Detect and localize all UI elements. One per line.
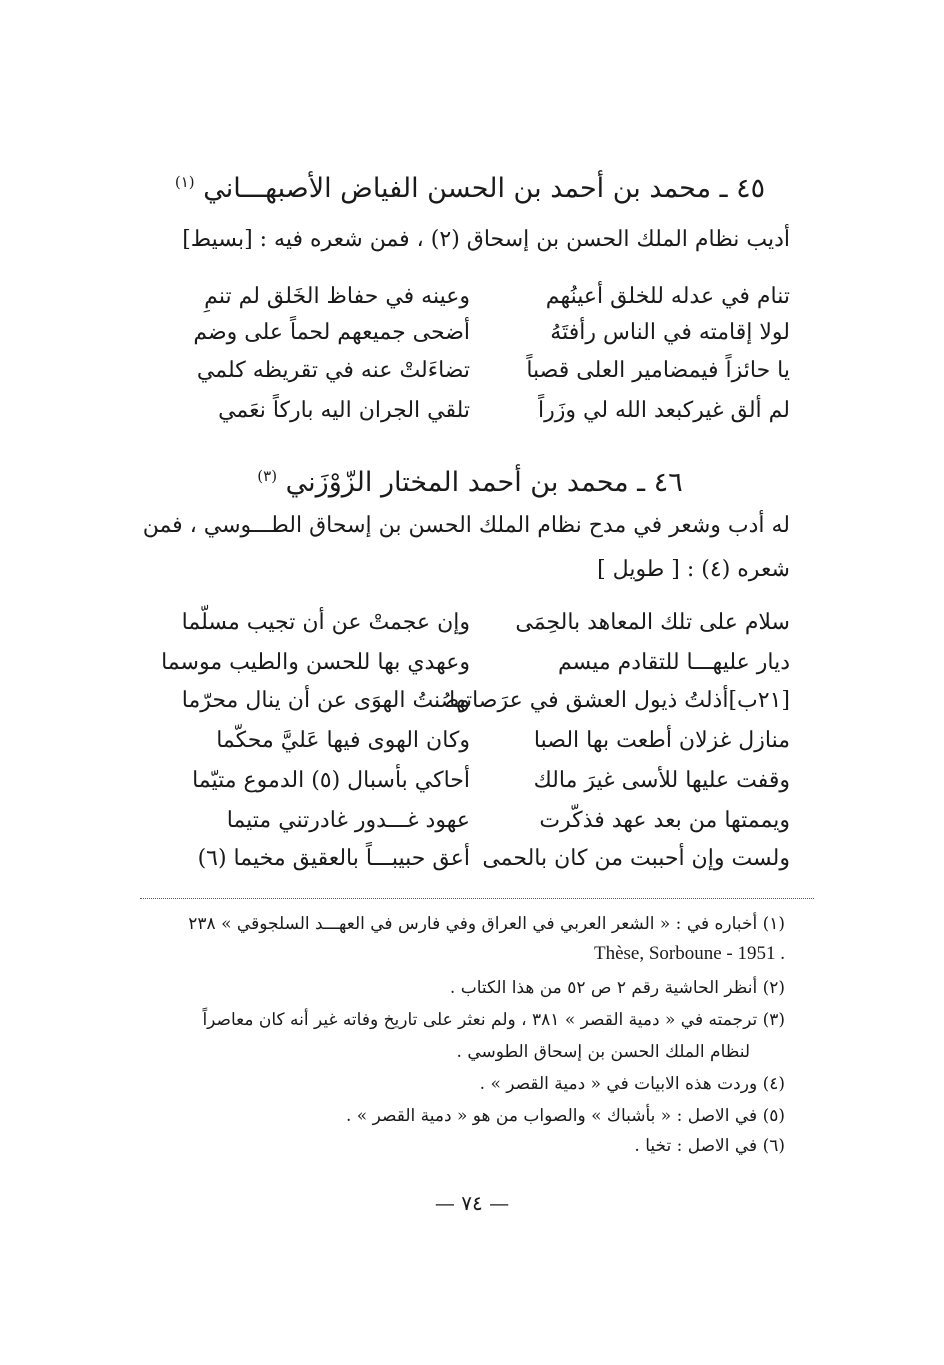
footnote-1: (١) أخباره في : « الشعر العربي في العراق وفي فارس في العهـــد السلجوقي » ٢٣٨ — [188, 914, 785, 934]
footnote-1-latin: Thèse, Sorboune - 1951 . — [593, 943, 785, 964]
entry-45-heading-text: ٤٥ ـ محمد بن أحمد بن الحسن الفياض الأصبهـــاني — [203, 173, 766, 204]
verse-first-hemistich: [٢١ب]أذلتُ ذيول العشق في عرَصاتها — [449, 688, 790, 713]
entry-46-verse-1 — [140, 604, 790, 642]
entry-46-heading-text: ٤٦ ـ محمد بن أحمد المختار الزّوْزَني — [285, 467, 683, 498]
verse-second-hemistich: وعهدي بها للحسن والطيب موسما — [161, 650, 470, 675]
verse-second-hemistich: تلقي الجران اليه باركاً نعَمي — [218, 398, 470, 423]
verse-first-hemistich: ديار عليهـــا للتقادم ميسم — [557, 650, 790, 675]
verse-first-hemistich: لم ألق غيركبعد الله لي وزَراً — [538, 398, 790, 423]
entry-45-verse-4 — [140, 392, 790, 430]
entry-45-verse-1 — [140, 278, 790, 316]
footnote-2: (٢) أنظر الحاشية رقم ٢ ص ٥٢ من هذا الكتاب . — [449, 978, 785, 998]
entry-46-verse-4 — [140, 722, 790, 760]
footnote-6: (٦) في الاصل : تخيا . — [634, 1136, 785, 1156]
verse-first-hemistich: منازل غزلان أطعت بها الصبا — [533, 728, 790, 753]
footnote-3-continued: لنظام الملك الحسن بن إسحاق الطوسي . — [456, 1042, 750, 1062]
entry-45-verse-2 — [140, 314, 790, 352]
entry-45-heading-ref: (١) — [174, 173, 195, 191]
verse-first-hemistich: تنام في عدله للخلق أعينُهم — [545, 284, 790, 309]
entry-46-verse-7 — [140, 840, 790, 878]
page-number: — ٧٤ — — [434, 1191, 510, 1215]
verse-second-hemistich: تضاءَلتْ عنه في تقريظه كلمي — [196, 358, 470, 383]
verse-first-hemistich: وقفت عليها للأسى غيرَ مالك — [533, 768, 790, 793]
entry-46-verse-3 — [140, 682, 790, 720]
verse-first-hemistich: ولست وإن أحببت من كان بالحمى — [482, 846, 790, 871]
entry-46-heading — [200, 456, 740, 503]
entry-45-intro: أديب نظام الملك الحسن بن إسحاق (٢) ، فمن شعره فيه : [بسيط] — [182, 227, 790, 252]
entry-46-heading-ref: (٣) — [257, 467, 278, 485]
entry-46-intro-line-1: له أدب وشعر في مدح نظام الملك الحسن بن إسحاق الطـــوسي ، فمن — [142, 513, 790, 538]
verse-second-hemistich: عهود غـــدور غادرتني متيما — [226, 808, 470, 833]
verse-first-hemistich: سلام على تلك المعاهد بالحِمَى — [515, 610, 790, 635]
entry-46-verse-6 — [140, 802, 790, 840]
verse-second-hemistich: أحاكي بأسبال (٥) الدموع متيّما — [192, 768, 470, 793]
verse-second-hemistich: أعق حبيبـــاً بالعقيق مخيما (٦) — [197, 846, 470, 871]
footnote-separator — [140, 898, 814, 899]
entry-45-verse-3 — [140, 352, 790, 390]
verse-first-hemistich: ويممتها من بعد عهد فذكّرت — [539, 808, 790, 833]
verse-second-hemistich: أضحى جميعهم لحماً على وضم — [193, 320, 470, 345]
entry-46-verse-5 — [140, 762, 790, 800]
verse-second-hemistich: وإن عجمتْ عن أن تجيب مسلّما — [181, 610, 470, 635]
entry-46-verse-2 — [140, 644, 790, 682]
verse-second-hemistich: وعينه في حفاظ الخَلق لم تنمِ — [204, 284, 470, 309]
verse-first-hemistich: لولا إقامته في الناس رأفتَهُ — [550, 320, 790, 345]
verse-first-hemistich: يا حائزاً فيمضامير العلى قصباً — [526, 358, 790, 383]
verse-second-hemistich: وصُنتُ الهوَى عن أن ينال محرّما — [181, 688, 470, 713]
entry-46-intro-line-2: شعره (٤) : [ طويل ] — [597, 557, 790, 582]
footnote-4: (٤) وردت هذه الابيات في « دمية القصر » . — [479, 1074, 785, 1094]
entry-45-heading — [150, 162, 790, 209]
verse-second-hemistich: وكان الهوى فيها عَليَّ محكّما — [216, 728, 470, 753]
footnote-3: (٣) ترجمته في « دمية القصر » ٣٨١ ، ولم نعثر على تاريخ وفاته غير أنه كان معاصراً — [202, 1010, 785, 1030]
footnote-5: (٥) في الاصل : « بأشباك » والصواب من هو « دمية القصر » . — [345, 1106, 785, 1126]
